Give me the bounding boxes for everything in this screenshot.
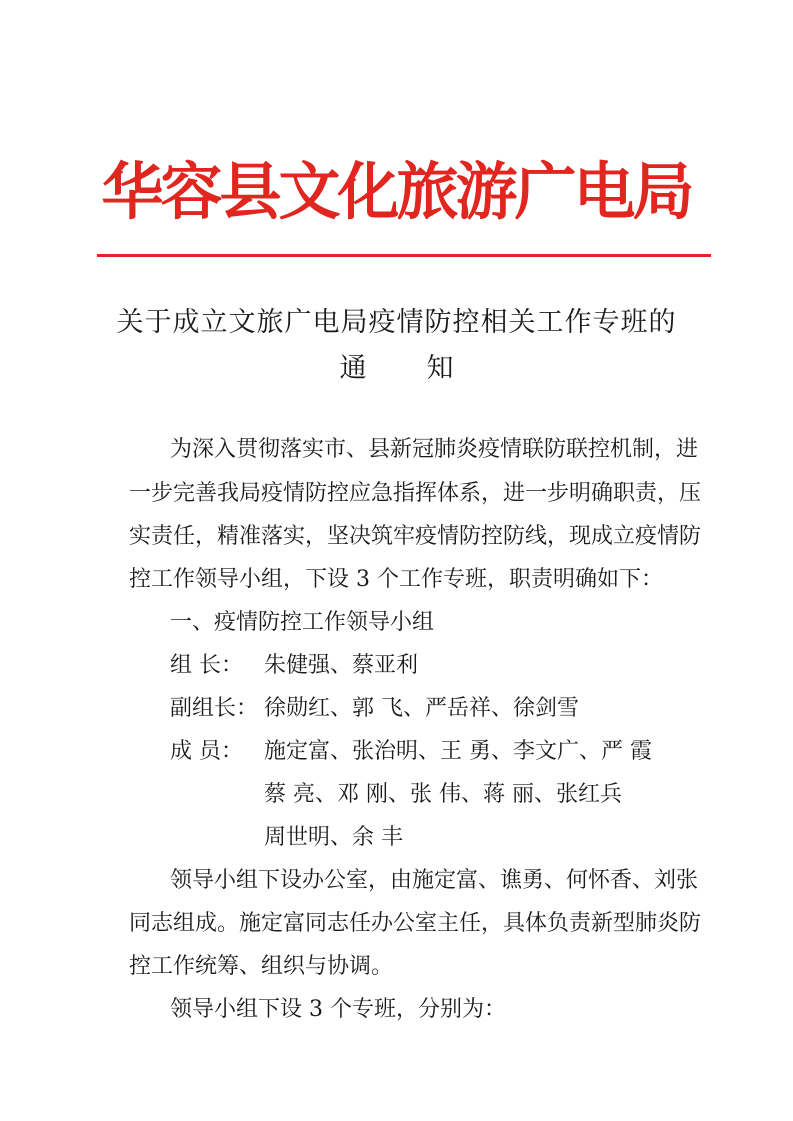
member-names-line-1: 施定富、张治明、王 勇、李文广、严 霞 [264, 739, 652, 764]
notice-subtitle-left: 通 [339, 353, 367, 384]
office-line-1: 领导小组下设办公室，由施定富、谯勇、何怀香、刘张 [170, 868, 699, 893]
leader-names: 朱健强、蔡亚利 [264, 653, 419, 678]
deputy-row [170, 693, 579, 725]
member-names-line-2: 蔡 亮、邓 刚、张 伟、蒋 丽、张红兵 [264, 782, 622, 807]
office-line-3: 控工作统筹、组织与协调。 [129, 954, 394, 979]
deputy-role-label: 副组长： [170, 696, 259, 721]
leader-row [170, 650, 419, 682]
notice-title: 关于成立文旅广电局疫情防控相关工作专班的 [116, 307, 677, 338]
notice-subtitle [0, 349, 793, 389]
deputy-names: 徐勋红、郭 飞、严岳祥、徐剑雪 [264, 696, 579, 721]
closing-line-1: 领导小组下设 3 个专班，分别为： [170, 997, 506, 1022]
member-row [170, 736, 652, 768]
intro-line-4: 控工作领导小组，下设 3 个工作专班，职责明确如下： [129, 567, 663, 592]
notice-subtitle-right: 知 [426, 353, 454, 384]
member-names-line-3: 周世明、余 丰 [264, 825, 403, 850]
intro-line-3: 实责任，精准落实，坚决筑牢疫情防控防线，现成立疫情防 [129, 524, 702, 549]
leader-role-label: 组 长： [170, 653, 243, 678]
member-role-label: 成 员： [170, 739, 243, 764]
letterhead-red-rule [97, 254, 711, 257]
intro-line-1: 为深入贯彻落实市、县新冠肺炎疫情联防联控机制，进 [170, 437, 699, 462]
office-line-2: 同志组成。施定富同志任办公室主任，具体负责新型肺炎防 [129, 911, 702, 936]
section-heading-leading-group: 一、疫情防控工作领导小组 [170, 610, 435, 635]
agency-letterhead: 华容县文化旅游广电局 [101, 155, 692, 228]
intro-line-2: 一步完善我局疫情防控应急指挥体系，进一步明确职责，压 [129, 481, 702, 506]
